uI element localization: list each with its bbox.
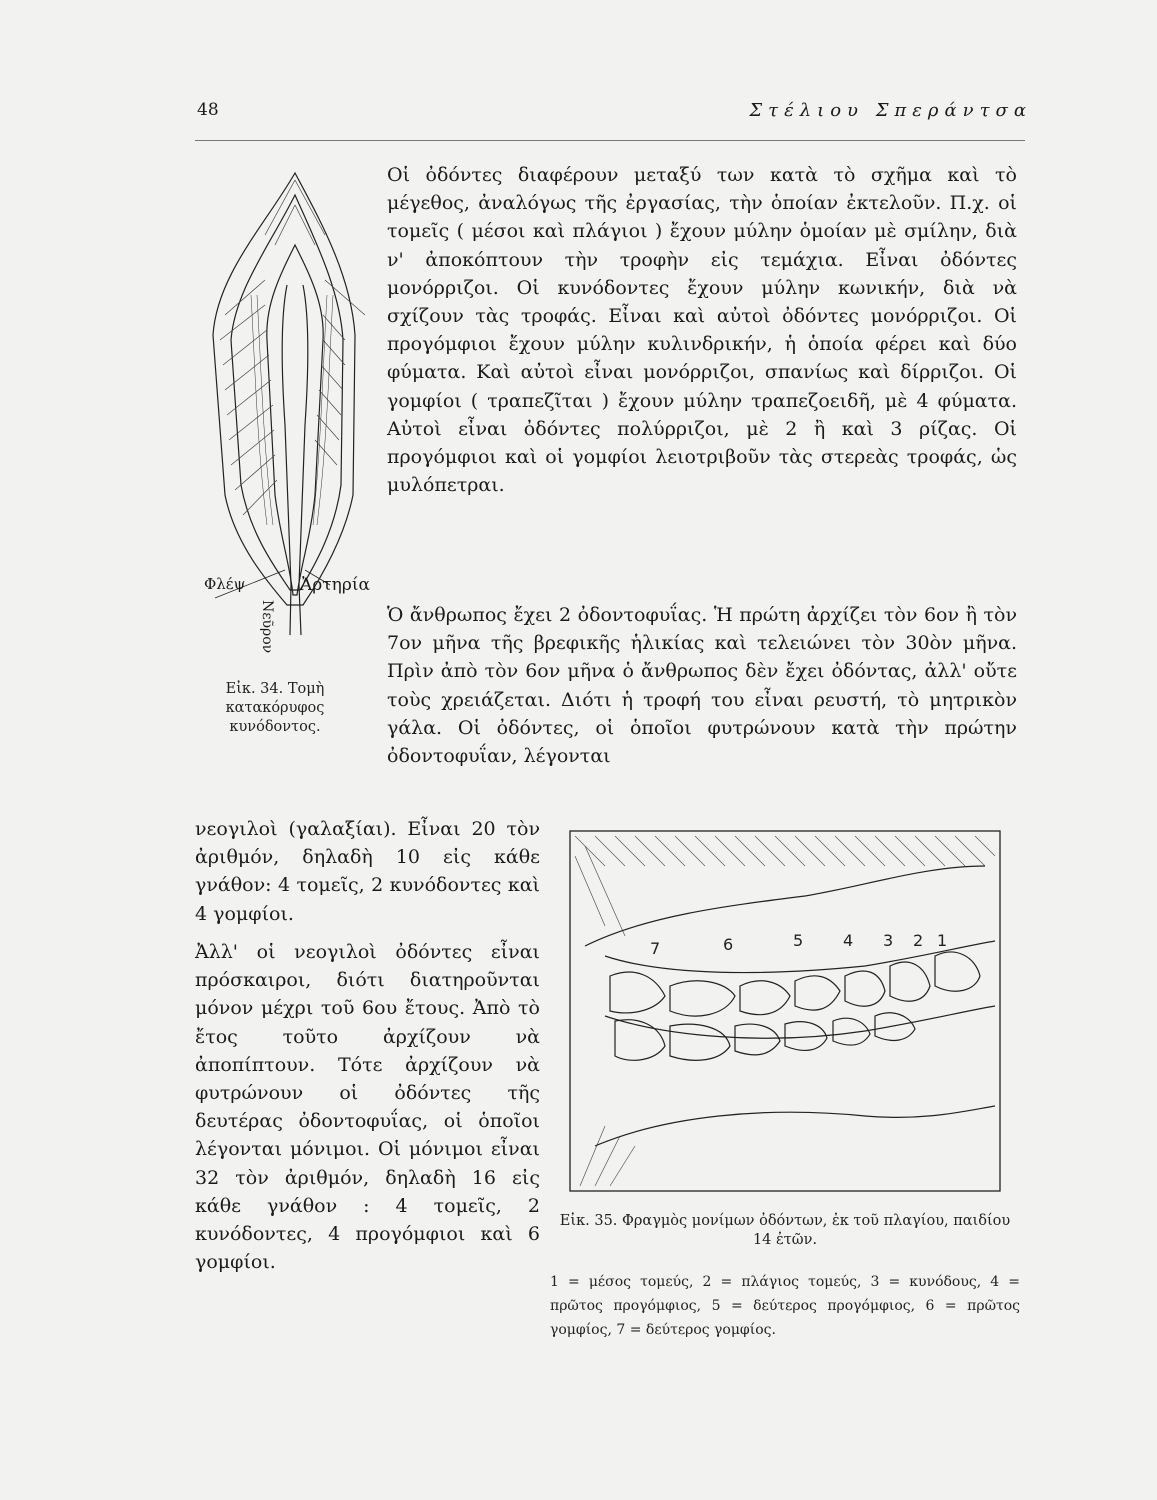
tooth-number-5: 5 — [793, 931, 804, 950]
header-rule — [195, 140, 1025, 141]
tooth-number-7: 7 — [650, 939, 661, 958]
running-title: Στέλιου Σπεράντσα — [749, 100, 1032, 121]
paragraph-2: Ὁ ἄνθρωπος ἔχει 2 ὀδοντοφυΐας. Ἡ πρώτη ἀρχίζει τὸν 6ον ἢ τὸν 7ον μῆνα τῆς βρεφικῆς ἡλικίας καὶ τελειώνει τὸν 30ὸν μῆνα. Πρὶν ἀπὸ τὸν 6ον μῆνα ὁ ἄνθρωπος δὲν ἔχει ὀδόντας, ἀλλ' οὔτε τοὺς χρειάζεται. Διότι ἡ τροφή του εἶναι ρευστή, τὸ μητρικὸν γάλα. Οἱ ὀδόντες, οἱ ὁποῖοι φυτρώνουν κατὰ τὴν πρώτην ὀδοντοφυΐαν, λέγονται — [387, 604, 1017, 768]
label-vein: Φλέψ — [204, 575, 246, 593]
tooth-number-6: 6 — [723, 935, 734, 954]
figure-35-legend: 1 = μέσος τομεύς, 2 = πλάγιος τομεύς, 3 = κυνόδους, 4 = πρῶτος προγόμφιος, 5 = δεύτερος προγόμφιος, 6 = πρῶτος γομφίος, 7 = δεύτερος γομφίος. — [550, 1274, 1020, 1338]
label-nerve: Νεῦρον — [259, 600, 275, 654]
tooth-number-3: 3 — [883, 931, 894, 950]
paragraph-1: Οἱ ὀδόντες διαφέρουν μεταξύ των κατὰ τὸ σχῆμα καὶ τὸ μέγεθος, ἀναλόγως τῆς ἐργασίας, τὴν ὁποίαν ἐκτελοῦν. Π.χ. οἱ τομεῖς ( μέσοι καὶ πλάγιοι ) ἔχουν μύλην ὁμοίαν μὲ σμίλην, διὰ ν' ἀποκόπτουν τὴν τροφὴν εἰς τεμάχια. Εἶναι ὀδόντες μονόρριζοι. Οἱ κυνόδοντες ἔχουν μύλην κωνικήν, διὰ νὰ σχίζουν τὰς τροφάς. Εἶναι καὶ αὐτοὶ ὀδόντες μονόρριζοι. Οἱ προγόμφιοι ἔχουν μύλην κυλινδρικήν, ἡ ὁποία φέρει καὶ δύο φύματα. Καὶ αὐτοὶ εἶναι μονόρριζοι, σπανίως καὶ δίρριζοι. Οἱ γομφίοι ( τραπεζῖται ) ἔχουν μύλην τραπεζοειδῆ, μὲ 4 φύματα. Αὐτοὶ εἶναι ὀδόντες πολύρριζοι, μὲ 2 ἢ καὶ 3 ρίζας. Οἱ προγόμφιοι καὶ οἱ γομφίοι λειοτριβοῦν τὰς στερεὰς τροφάς, ὡς μυλόπετραι. — [387, 164, 1017, 497]
tooth-number-1: 1 — [937, 931, 948, 950]
tooth-number-2: 2 — [913, 931, 924, 950]
paragraph-2-continuation: νεογιλοὶ (γαλαξίαι). Εἶναι 20 τὸν ἀριθμόν, δηλαδὴ 10 εἰς κάθε γνάθον: 4 τομεῖς, 2 κυνόδοντες καὶ 4 γομφίοι. — [195, 818, 540, 925]
label-artery: Ἀρτηρία — [300, 575, 371, 595]
figure-34-caption: Εἰκ. 34. Τομὴ κατακόρυφος κυνόδοντος. — [225, 681, 325, 735]
figure-35-caption: Εἰκ. 35. Φραγμὸς μονίμων ὀδόντων, ἐκ τοῦ πλαγίου, παιδίου 14 ἐτῶν. — [559, 1213, 1011, 1248]
paragraph-3: Ἀλλ' οἱ νεογιλοὶ ὀδόντες εἶναι πρόσκαιροι, διότι διατηροῦνται μόνον μέχρι τοῦ 6ου ἔτους. Ἀπὸ τὸ ἔτος τοῦτο ἀρχίζουν νὰ ἀποπίπτουν. Τότε ἀρχίζουν νὰ φυτρώνουν οἱ ὀδόντες τῆς δευτέρας ὀδοντοφυΐας, οἱ ὁποῖοι λέγονται μόνιμοι. Οἱ μόνιμοι εἶναι 32 τὸν ἀριθμόν, δηλαδὴ 16 εἰς κάθε γνάθον : 4 τομεῖς, 2 κυνόδοντες, 4 προγόμφιοι καὶ 6 γομφίοι. — [195, 941, 540, 1274]
tooth-number-4: 4 — [843, 931, 854, 950]
figure-35-dental-arch — [565, 826, 1025, 1200]
page-number: 48 — [197, 100, 219, 120]
